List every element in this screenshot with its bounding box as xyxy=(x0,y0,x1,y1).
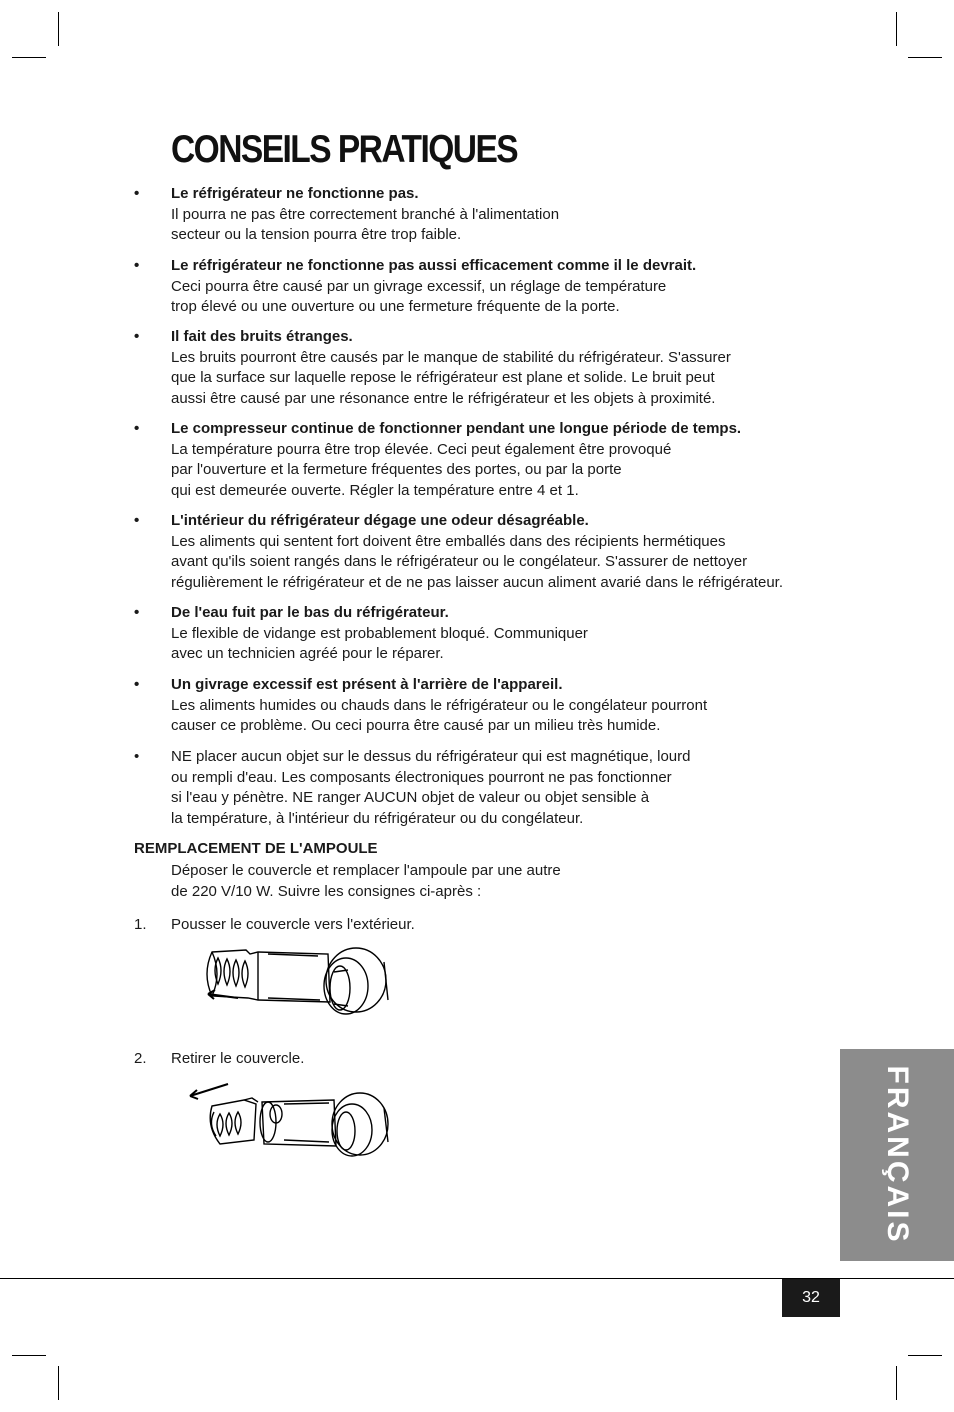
item-heading: Un givrage excessif est présent à l'arrière de l'appareil. xyxy=(171,676,563,693)
item-text: ou rempli d'eau. Les composants électroniques pourront ne pas fonctionner xyxy=(171,768,672,786)
item-heading: Le réfrigérateur ne fonctionne pas. xyxy=(171,185,419,202)
item-heading: Le compresseur continue de fonctionner pendant une longue période de temps. xyxy=(171,420,742,437)
item-text: causer ce problème. Ou ceci pourra être causé par un milieu très humide. xyxy=(171,717,661,734)
step-item xyxy=(134,1049,304,1070)
item-text: Les bruits pourront être causés par le manque de stabilité du réfrigérateur. S'assurer xyxy=(171,348,731,366)
lamp-cover-push-illustration xyxy=(198,940,393,1030)
bullet-icon: • xyxy=(134,604,140,621)
list-item xyxy=(134,747,834,829)
crop-mark xyxy=(58,12,59,46)
bullet-icon: • xyxy=(134,748,140,765)
step-number: 1. xyxy=(134,916,147,933)
item-text: Le flexible de vidange est probablement bloqué. Communiquer xyxy=(171,624,588,642)
list-item xyxy=(134,184,834,246)
crop-mark xyxy=(896,1366,897,1400)
crop-mark xyxy=(12,57,46,58)
item-text: que la surface sur laquelle repose le réfrigérateur est plane et solide. Le bruit peut xyxy=(171,369,715,386)
list-item xyxy=(134,511,834,593)
section-line: de 220 V/10 W. Suivre les consignes ci-après : xyxy=(171,882,482,900)
item-text: par l'ouverture et la fermeture fréquentes des portes, ou par la porte xyxy=(171,461,622,478)
bullet-icon: • xyxy=(134,185,140,202)
page-number xyxy=(782,1279,840,1317)
bullet-icon: • xyxy=(134,676,140,693)
list-item xyxy=(134,675,834,737)
item-heading: Il fait des bruits étranges. xyxy=(171,328,353,345)
language-tab xyxy=(840,1049,954,1261)
item-text: régulièrement le réfrigérateur et de ne pas laisser aucun aliment avarié dans le réfrigérateur. xyxy=(171,573,783,591)
section-line: Déposer le couvercle et remplacer l'ampoule par une autre xyxy=(171,862,561,879)
bullet-icon: • xyxy=(134,328,140,345)
list-item xyxy=(134,603,834,665)
item-text: aussi être causé par une résonance entre le réfrigérateur et les objets à proximité. xyxy=(171,389,716,407)
step-text: Retirer le couvercle. xyxy=(171,1050,305,1067)
item-text: Il pourra ne pas être correctement branché à l'alimentation xyxy=(171,205,560,223)
crop-mark xyxy=(908,1355,942,1356)
item-text: trop élevé ou une ouverture ou une fermeture fréquente de la porte. xyxy=(171,298,620,315)
language-tab-label: FRANÇAIS xyxy=(881,1065,914,1245)
list-item xyxy=(134,419,834,501)
item-text: Les aliments humides ou chauds dans le réfrigérateur ou le congélateur pourront xyxy=(171,696,708,714)
bullet-icon: • xyxy=(134,512,140,529)
page-title: CONSEILS PRATIQUES xyxy=(171,128,518,171)
list-item xyxy=(134,327,834,409)
item-heading: Le réfrigérateur ne fonctionne pas aussi efficacement comme il le devrait. xyxy=(171,257,697,274)
crop-mark xyxy=(908,57,942,58)
item-text: la température, à l'intérieur du réfrigérateur ou du congélateur. xyxy=(171,809,584,827)
step-item xyxy=(134,915,415,936)
item-text: NE placer aucun objet sur le dessus du réfrigérateur qui est magnétique, lourd xyxy=(171,748,691,765)
step-number: 2. xyxy=(134,1050,147,1067)
step-text: Pousser le couvercle vers l'extérieur. xyxy=(171,916,415,933)
item-text: qui est demeurée ouverte. Régler la température entre 4 et 1. xyxy=(171,481,579,499)
item-text: si l'eau y pénètre. NE ranger AUCUN objet de valeur ou objet sensible à xyxy=(171,789,650,806)
page-number-text: 32 xyxy=(802,1289,820,1306)
item-text: Les aliments qui sentent fort doivent être emballés dans des récipients hermétiques xyxy=(171,532,726,550)
bullet-icon: • xyxy=(134,257,140,274)
item-heading: De l'eau fuit par le bas du réfrigérateur. xyxy=(171,604,449,621)
section-text xyxy=(171,861,561,902)
section-heading: REMPLACEMENT DE L'AMPOULE xyxy=(134,840,378,857)
bullet-icon: • xyxy=(134,420,140,437)
crop-mark xyxy=(896,12,897,46)
crop-mark xyxy=(58,1366,59,1400)
item-text: avant qu'ils soient rangés dans le réfrigérateur ou le congélateur. S'assurer de nettoyer xyxy=(171,553,748,570)
item-text: La température pourra être trop élevée. Ceci peut également être provoqué xyxy=(171,440,672,458)
item-text: secteur ou la tension pourra être trop faible. xyxy=(171,226,462,243)
lamp-cover-remove-illustration xyxy=(184,1078,394,1164)
item-text: avec un technicien agréé pour le réparer. xyxy=(171,645,444,662)
item-text: Ceci pourra être causé par un givrage excessif, un réglage de température xyxy=(171,277,667,295)
list-item xyxy=(134,256,834,318)
crop-mark xyxy=(12,1355,46,1356)
item-heading: L'intérieur du réfrigérateur dégage une odeur désagréable. xyxy=(171,512,589,529)
